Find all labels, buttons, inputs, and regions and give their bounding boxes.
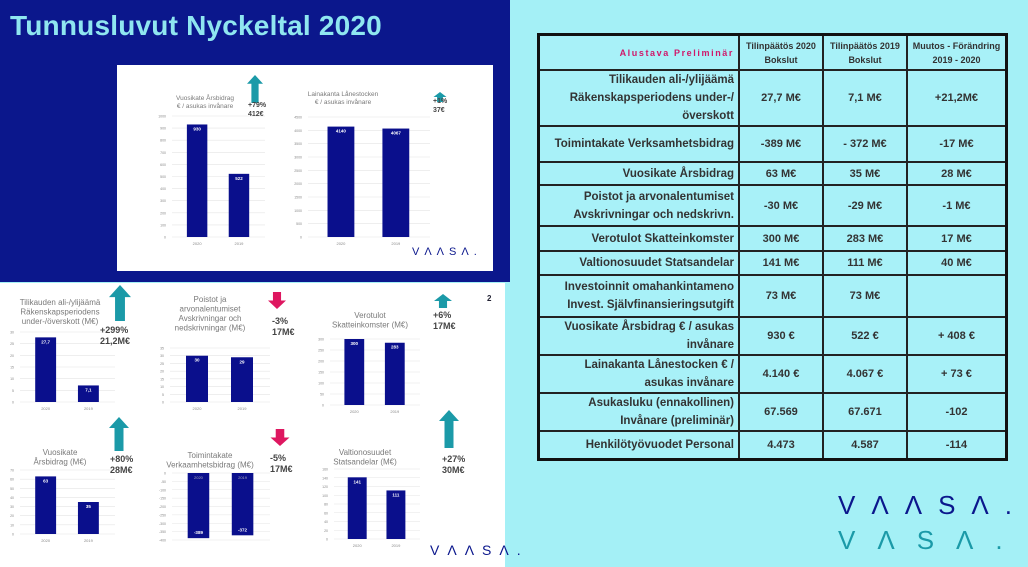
- bar-2019: [382, 129, 409, 237]
- y-tick-label: 20: [10, 353, 14, 358]
- y-tick-label: 30: [10, 330, 14, 335]
- bar-2020: [35, 476, 56, 534]
- change-percent: +6%: [433, 310, 452, 320]
- chart-title: Verotulot: [354, 311, 386, 320]
- y-tick-label: -250: [158, 513, 166, 518]
- y-tick-label: 20: [10, 514, 14, 519]
- y-tick-label: -400: [158, 538, 166, 543]
- chart-title: Statsandelar (M€): [333, 457, 397, 467]
- header-change: Muutos - Förändring 2019 - 2020: [907, 35, 1007, 71]
- value-2019: - 372 M€: [823, 126, 907, 162]
- y-tick-label: 400: [160, 187, 166, 192]
- y-tick-label: 2000: [294, 182, 302, 187]
- y-tick-label: 4500: [294, 115, 302, 120]
- y-tick-label: 15: [160, 377, 164, 382]
- change-amount: 28M€: [110, 465, 133, 475]
- change-percent: +79%: [248, 102, 267, 109]
- row-label: Vuosikate Årsbidrag € / asukas invånare: [539, 317, 740, 355]
- x-tick-label: 2020: [194, 475, 203, 480]
- y-tick-label: 0: [322, 403, 324, 408]
- arrow-up-icon: [247, 75, 263, 103]
- bar-2020: [35, 337, 56, 402]
- vaasa-logo-fi: VΛΛSΛ.: [838, 490, 1028, 520]
- chart-title: under-/överskott (M€): [21, 317, 99, 326]
- change-amount: 21,2M€: [100, 336, 131, 346]
- vaasa-logo-small: VΛΛSΛ.: [412, 246, 482, 258]
- bar-value-label: -372: [238, 527, 248, 533]
- y-tick-label: 5: [12, 388, 14, 393]
- arrow-up-icon: [439, 410, 459, 448]
- value-2019: 111 M€: [823, 251, 907, 275]
- change-percent: +299%: [100, 325, 129, 335]
- y-tick-label: 15: [10, 365, 14, 370]
- y-tick-label: 300: [160, 199, 166, 204]
- bar-value-label: -389: [193, 530, 203, 536]
- table-row: [539, 355, 1007, 393]
- y-tick-label: 20: [324, 528, 328, 533]
- y-tick-label: 100: [322, 493, 328, 498]
- y-tick-label: 40: [324, 520, 328, 524]
- value-2020: -389 M€: [739, 126, 823, 162]
- y-tick-label: 3000: [294, 155, 302, 160]
- bar-value-label: 7,1: [85, 387, 92, 393]
- x-tick-label: 2020: [352, 543, 362, 548]
- y-tick-label: -50: [160, 479, 166, 484]
- y-tick-label: 0: [162, 400, 164, 405]
- y-tick-label: 100: [318, 381, 324, 386]
- bar-2020: [328, 127, 355, 237]
- value-2019: 4.067 €: [823, 355, 907, 393]
- bar-2020: [348, 477, 367, 539]
- value-change: -17 M€: [907, 126, 1007, 162]
- y-tick-label: 0: [300, 235, 302, 240]
- chart-title: Vuosikate: [42, 448, 78, 457]
- y-tick-label: 200: [318, 359, 324, 364]
- bar-value-label: 63: [43, 478, 49, 484]
- table-row: [539, 275, 1007, 317]
- value-2019: 73 M€: [823, 275, 907, 317]
- chart-title: Räkenskapsperiodens: [20, 307, 100, 317]
- value-change: [907, 275, 1007, 317]
- bar-value-label: 522: [235, 175, 243, 181]
- value-change: 40 M€: [907, 251, 1007, 275]
- bar-value-label: 111: [392, 492, 400, 498]
- y-tick-label: 3500: [294, 142, 302, 147]
- table-row: [539, 226, 1007, 251]
- x-tick-label: 2020: [41, 538, 51, 543]
- x-tick-label: 2020: [192, 406, 202, 411]
- y-tick-label: 900: [160, 126, 166, 131]
- bar-value-label: 283: [391, 344, 399, 350]
- y-tick-label: 70: [10, 468, 14, 473]
- value-2020: -30 M€: [739, 185, 823, 226]
- bar-value-label: 35: [85, 504, 91, 509]
- table-row: [539, 393, 1007, 431]
- y-tick-label: 20: [160, 369, 164, 374]
- chart-title: Avskrivningar och: [178, 314, 242, 323]
- vaasa-logo-sv: VΛSΛ.: [838, 525, 1025, 555]
- chart-title: € / asukas invånare: [176, 103, 234, 110]
- y-tick-label: 60: [324, 511, 328, 516]
- chart-title: Årsbidrag (M€): [33, 457, 87, 467]
- bar-2020: [344, 339, 364, 405]
- x-tick-label: 2019: [83, 406, 93, 411]
- y-tick-label: 0: [326, 537, 328, 542]
- y-tick-label: -150: [158, 496, 166, 501]
- row-label: Toimintakate Verksamhetsbidrag: [539, 126, 740, 162]
- y-tick-label: 1000: [294, 208, 302, 213]
- x-tick-label: 2020: [336, 241, 346, 246]
- y-tick-label: 800: [160, 138, 166, 143]
- row-label: Asukasluku (ennakollinen) Invånare (preliminär): [539, 393, 740, 431]
- bar-value-label: 4067: [390, 130, 401, 136]
- chart-title: Vuosikate Årsbidrag: [176, 95, 234, 102]
- y-tick-label: 4000: [294, 128, 302, 133]
- y-tick-label: 600: [160, 162, 166, 167]
- value-change: + 408 €: [907, 317, 1007, 355]
- table-row: [539, 317, 1007, 355]
- y-tick-label: 1000: [158, 114, 166, 119]
- row-label: Investoinnit omahankintameno Invest. Självfinansieringsutgift: [539, 275, 740, 317]
- bar-value-label: 141: [353, 479, 361, 485]
- row-label: Poistot ja arvonalentumiset Avskrivningar och nedskrivn.: [539, 185, 740, 226]
- value-change: + 73 €: [907, 355, 1007, 393]
- value-change: -1 M€: [907, 185, 1007, 226]
- x-tick-label: 2020: [192, 241, 202, 246]
- bar-value-label: 30: [194, 357, 200, 363]
- x-tick-label: 2020: [349, 409, 359, 414]
- table-header-row: [539, 35, 1007, 71]
- bar-value-label: 930: [193, 126, 201, 132]
- y-tick-label: 60: [10, 477, 14, 482]
- y-tick-label: 50: [320, 392, 324, 397]
- y-tick-label: 40: [10, 495, 14, 500]
- change-percent: +80%: [110, 454, 134, 464]
- value-2019: 7,1 M€: [823, 70, 907, 126]
- arrow-up-icon: [109, 285, 131, 321]
- arrow-down-icon: [268, 292, 286, 309]
- row-label: Tilikauden ali-/ylijäämä Räkenskapsperiodens under-/överskott: [539, 70, 740, 126]
- y-tick-label: 140: [322, 476, 328, 481]
- y-tick-label: 50: [10, 486, 14, 491]
- table-row: [539, 251, 1007, 275]
- row-label: Verotulot Skatteinkomster: [539, 226, 740, 251]
- value-2020: 67.569: [739, 393, 823, 431]
- y-tick-label: -300: [158, 521, 166, 526]
- x-tick-label: 2020: [41, 406, 51, 411]
- chart-title: Skatteinkomster (M€): [331, 320, 409, 330]
- bar-2019: [385, 343, 405, 405]
- chart-title: Tilikauden ali-/ylijäämä: [19, 298, 101, 307]
- row-label: Lainakanta Lånestocken € / asukas invånare: [539, 355, 740, 393]
- bar-value-label: 4140: [335, 128, 346, 134]
- y-tick-label: 100: [160, 223, 166, 228]
- bar-2019: [386, 490, 405, 539]
- change-amount: 17M€: [433, 321, 456, 331]
- value-2020: 27,7 M€: [739, 70, 823, 126]
- x-tick-label: 2019: [237, 406, 247, 411]
- y-tick-label: 150: [318, 370, 324, 375]
- change-amount: 17M€: [272, 327, 295, 337]
- key-figures-table: [537, 33, 1008, 461]
- y-tick-label: 1500: [294, 195, 302, 200]
- y-tick-label: 30: [10, 505, 14, 510]
- y-tick-label: 0: [12, 400, 14, 405]
- value-2019: 522 €: [823, 317, 907, 355]
- table-row: [539, 126, 1007, 162]
- table-row: [539, 185, 1007, 226]
- chart-title: nedskrivningar (M€): [174, 323, 246, 333]
- value-2019: 4.587: [823, 431, 907, 459]
- y-tick-label: -100: [158, 488, 166, 493]
- table-row: [539, 162, 1007, 185]
- y-tick-label: -200: [158, 505, 166, 509]
- change-percent: -3%: [272, 316, 289, 326]
- x-tick-label: 2019: [238, 475, 248, 480]
- chart-title: Toimintakate: [187, 451, 233, 460]
- value-change: +21,2M€: [907, 70, 1007, 126]
- arrow-up-icon: [109, 417, 129, 451]
- y-tick-label: 25: [10, 342, 14, 347]
- row-label: Henkilötyövuodet Personal: [539, 431, 740, 459]
- bar-value-label: 300: [350, 341, 359, 346]
- chart-title: Lainakanta Lånestocken: [307, 91, 379, 98]
- change-percent: -5%: [270, 453, 287, 463]
- y-tick-label: 0: [12, 532, 14, 537]
- value-2020: 4.140 €: [739, 355, 823, 393]
- value-2020: 63 M€: [739, 162, 823, 185]
- change-amount: 412€: [248, 111, 264, 118]
- header-preliminary: Alustava Preliminär: [539, 35, 740, 71]
- y-tick-label: 120: [322, 485, 328, 489]
- value-2020: 4.473: [739, 431, 823, 459]
- header-2019: Tilinpäätös 2019 Bokslut: [823, 35, 907, 71]
- y-tick-label: 160: [322, 467, 328, 472]
- bar-2020: [188, 473, 210, 538]
- y-tick-label: 2500: [294, 168, 302, 173]
- bar-value-label: 29: [239, 359, 245, 365]
- y-tick-label: 10: [10, 523, 14, 528]
- chart-title: Poistot ja: [193, 295, 227, 304]
- arrow-up-icon: [434, 294, 452, 308]
- bar-2019: [232, 473, 254, 535]
- value-2019: 35 M€: [823, 162, 907, 185]
- chart-title: arvonalentumiset: [179, 304, 241, 314]
- value-change: 17 M€: [907, 226, 1007, 251]
- change-amount: 30M€: [442, 465, 465, 475]
- value-2019: 67.671: [823, 393, 907, 431]
- y-tick-label: 0: [164, 235, 166, 240]
- change-percent: +1%: [433, 98, 448, 105]
- y-tick-label: 200: [160, 211, 166, 216]
- x-tick-label: 2019: [83, 538, 93, 543]
- value-change: 28 M€: [907, 162, 1007, 185]
- y-tick-label: -350: [158, 530, 166, 535]
- y-tick-label: 300: [318, 337, 324, 342]
- y-tick-label: 10: [160, 385, 164, 390]
- value-2020: 930 €: [739, 317, 823, 355]
- chart-title: Verkaamhetsbidrag (M€): [166, 460, 254, 470]
- bar-2020: [187, 124, 207, 237]
- value-2019: -29 M€: [823, 185, 907, 226]
- change-amount: 37€: [433, 107, 445, 114]
- bar-value-label: 27,7: [41, 339, 51, 345]
- value-2019: 283 M€: [823, 226, 907, 251]
- page-title: Tunnusluvut Nyckeltal 2020: [10, 10, 382, 41]
- chart-title: Valtionosuudet: [338, 448, 392, 457]
- value-2020: 73 M€: [739, 275, 823, 317]
- y-tick-label: 250: [318, 348, 324, 353]
- value-change: -114: [907, 431, 1007, 459]
- y-tick-label: 500: [160, 175, 166, 179]
- y-tick-label: 10: [10, 377, 14, 382]
- value-2020: 300 M€: [739, 226, 823, 251]
- x-tick-label: 2019: [234, 241, 244, 246]
- y-tick-label: 5: [162, 392, 164, 397]
- change-amount: 17M€: [270, 464, 293, 474]
- table-row: [539, 431, 1007, 459]
- y-tick-label: 0: [164, 471, 166, 476]
- header-2020: Tilinpäätös 2020 Bokslut: [739, 35, 823, 71]
- x-tick-label: 2019: [390, 409, 400, 414]
- slide-page-number: 2: [487, 294, 492, 303]
- value-change: -102: [907, 393, 1007, 431]
- x-tick-label: 2019: [391, 543, 401, 548]
- y-tick-label: 700: [160, 150, 166, 155]
- vaasa-logo-small: VΛΛSΛ.: [430, 542, 529, 558]
- y-tick-label: 80: [324, 502, 328, 507]
- y-tick-label: 500: [296, 222, 302, 227]
- chart-title: € / asukas invånare: [314, 99, 372, 106]
- table-row: [539, 70, 1007, 126]
- row-label: Vuosikate Årsbidrag: [539, 162, 740, 185]
- value-2020: 141 M€: [739, 251, 823, 275]
- y-tick-label: 35: [160, 346, 164, 351]
- row-label: Valtionosuudet Statsandelar: [539, 251, 740, 275]
- bar-2019: [229, 174, 249, 237]
- change-percent: +27%: [442, 454, 466, 464]
- y-tick-label: 30: [160, 354, 164, 359]
- y-tick-label: 25: [160, 361, 164, 366]
- x-tick-label: 2019: [391, 241, 401, 246]
- arrow-down-icon: [271, 429, 290, 446]
